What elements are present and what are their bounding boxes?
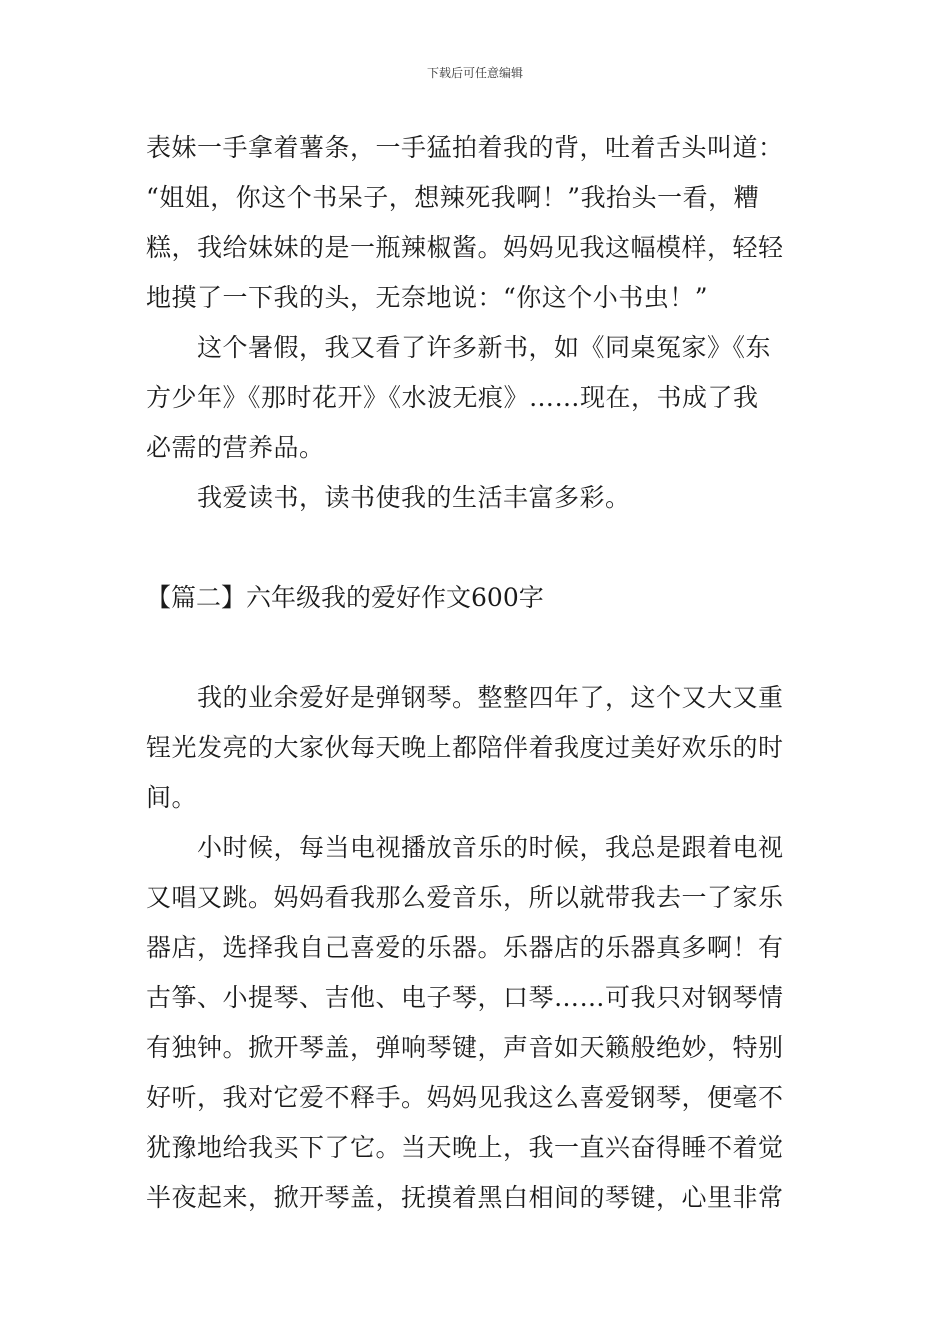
paragraph-line: 有独钟。掀开琴盖，弹响琴键，声音如天籁般绝妙，特别 — [146, 1033, 784, 1062]
paragraph-line: 好听，我对它爱不释手。妈妈见我这么喜爱钢琴，便毫不 — [146, 1083, 784, 1112]
paragraph-line: 我的业余爱好是弹钢琴。整整四年了，这个又大又重 — [197, 683, 784, 712]
paragraph-line: 糕，我给妹妹的是一瓶辣椒酱。妈妈见我这幅模样，轻轻 — [146, 233, 784, 262]
paragraph-line: 器店，选择我自己喜爱的乐器。乐器店的乐器真多啊！有 — [146, 933, 784, 962]
section-heading: 【篇二】六年级我的爱好作文600字 — [146, 583, 544, 612]
paragraph-line: “姐姐，你这个书呆子，想辣死我啊！”我抬头一看，糟 — [146, 183, 760, 212]
paragraph-line: 必需的营养品。 — [146, 433, 325, 462]
page-header: 下载后可任意编辑 — [426, 66, 523, 80]
paragraph-line: 锃光发亮的大家伙每天晚上都陪伴着我度过美好欢乐的时 — [146, 733, 784, 762]
paragraph-line: 小时候，每当电视播放音乐的时候，我总是跟着电视 — [197, 833, 784, 862]
paragraph-line: 半夜起来，掀开琴盖，抚摸着黑白相间的琴键，心里非常 — [146, 1183, 784, 1212]
paragraph-line: 间。 — [146, 783, 198, 812]
paragraph-line: 地摸了一下我的头，无奈地说：“你这个小书虫！” — [146, 283, 709, 312]
paragraph-line: 我爱读书，读书使我的生活丰富多彩。 — [197, 483, 631, 512]
paragraph-line: 古筝、小提琴、吉他、电子琴，口琴……可我只对钢琴情 — [146, 983, 784, 1012]
paragraph-line: 方少年》《那时花开》《水波无痕》……现在，书成了我 — [146, 383, 759, 412]
paragraph-line: 犹豫地给我买下了它。当天晚上，我一直兴奋得睡不着觉 — [146, 1133, 784, 1162]
paragraph-line: 又唱又跳。妈妈看我那么爱音乐，所以就带我去一了家乐 — [146, 883, 784, 912]
paragraph-line: 这个暑假，我又看了许多新书，如《同桌冤家》《东 — [197, 333, 772, 362]
paragraph-line: 表妹一手拿着薯条，一手猛拍着我的背，吐着舌头叫道： — [146, 133, 784, 162]
